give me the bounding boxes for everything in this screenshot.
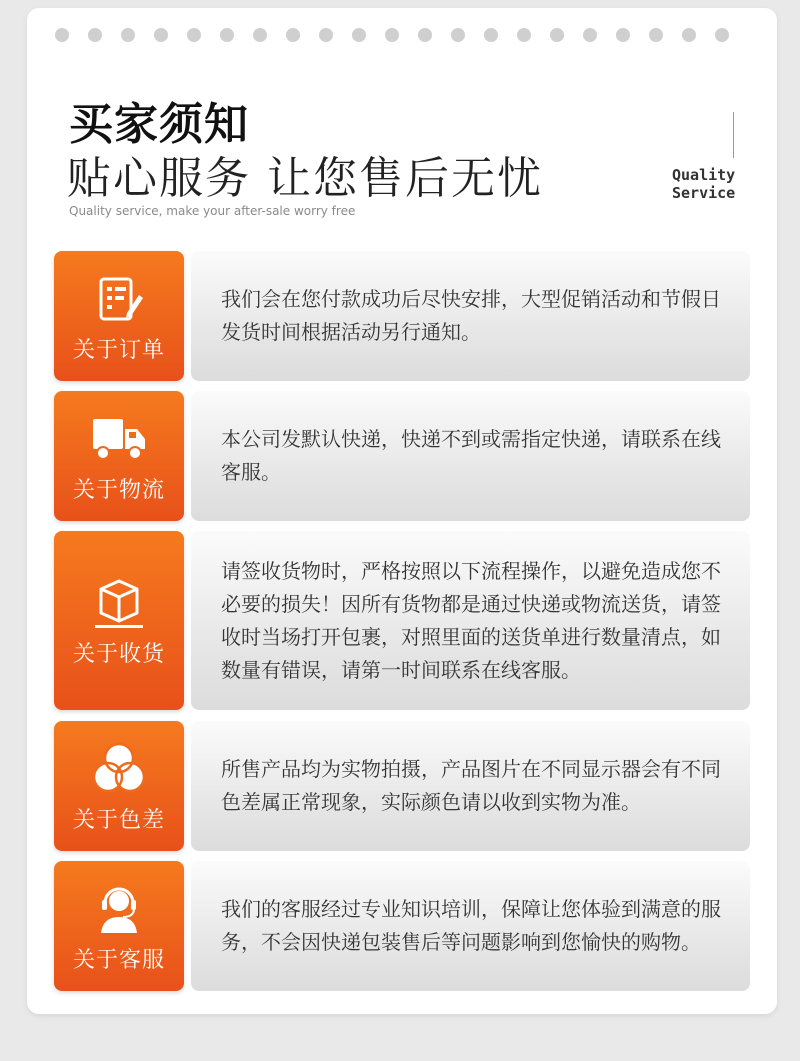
quality-service-tag <box>672 166 735 202</box>
dot <box>451 28 465 42</box>
dot <box>385 28 399 42</box>
info-text-service: 我们的客服经过专业知识培训，保障让您体验到满意的服务，不会因快递包装售后等问题影响到您愉快的购物。 <box>221 897 721 954</box>
quality-line-2: Service <box>672 184 736 202</box>
section-color <box>54 721 750 851</box>
info-text-receiving: 请签收货物时，严格按照以下流程操作，以避免造成您不必要的损失！因所有货物都是通过快递或物流送货，请签收时当场打开包裹，对照里面的送货单进行数量清点，如数量有错误，请第一时间联系在线客服。 <box>221 558 721 682</box>
section-logistics <box>54 391 750 521</box>
dot <box>319 28 333 42</box>
color-circles-icon <box>89 741 149 797</box>
dot <box>550 28 564 42</box>
badge-color <box>54 721 184 851</box>
dot <box>352 28 366 42</box>
badge-label-receiving: 关于收货 <box>72 642 165 667</box>
badge-order <box>54 251 184 381</box>
badge-receiving <box>54 531 184 710</box>
dot <box>88 28 102 42</box>
binder-dots <box>55 28 729 42</box>
info-box-order <box>191 251 750 381</box>
notice-card <box>27 8 777 1014</box>
section-service <box>54 861 750 991</box>
headset-icon <box>89 881 149 937</box>
info-text-logistics: 本公司发默认快递，快递不到或需指定快递，请联系在线客服。 <box>221 427 721 484</box>
dot <box>253 28 267 42</box>
dot <box>286 28 300 42</box>
badge-label-service: 关于客服 <box>72 948 165 973</box>
badge-label-color: 关于色差 <box>72 808 165 833</box>
order-list-icon <box>89 273 149 329</box>
info-box-color <box>191 721 750 851</box>
dot <box>55 28 69 42</box>
dot <box>154 28 168 42</box>
package-icon <box>89 575 149 631</box>
dot <box>682 28 696 42</box>
dot <box>220 28 234 42</box>
badge-label-order: 关于订单 <box>72 338 165 363</box>
dot <box>517 28 531 42</box>
section-order <box>54 251 750 381</box>
dot <box>649 28 663 42</box>
badge-label-logistics: 关于物流 <box>72 478 165 503</box>
truck-icon <box>89 411 149 467</box>
dot <box>583 28 597 42</box>
badge-service <box>54 861 184 991</box>
dot <box>484 28 498 42</box>
page-title: 买家须知 <box>69 99 249 150</box>
info-box-receiving <box>191 531 750 710</box>
info-text-order: 我们会在您付款成功后尽快安排，大型促销活动和节假日发货时间根据活动另行通知。 <box>221 287 721 344</box>
info-box-service <box>191 861 750 991</box>
info-box-logistics <box>191 391 750 521</box>
page-subtitle-en: Quality service, make your after-sale worry free <box>69 204 356 218</box>
divider <box>733 112 734 158</box>
page-subtitle: 贴心服务 让您售后无忧 <box>67 153 543 204</box>
dot <box>418 28 432 42</box>
dot <box>187 28 201 42</box>
dot <box>715 28 729 42</box>
section-receiving <box>54 531 750 710</box>
badge-logistics <box>54 391 184 521</box>
info-text-color: 所售产品均为实物拍摄，产品图片在不同显示器会有不同色差属正常现象，实际颜色请以收到实物为准。 <box>221 757 721 814</box>
quality-line-1: Quality <box>672 166 736 184</box>
dot <box>616 28 630 42</box>
dot <box>121 28 135 42</box>
